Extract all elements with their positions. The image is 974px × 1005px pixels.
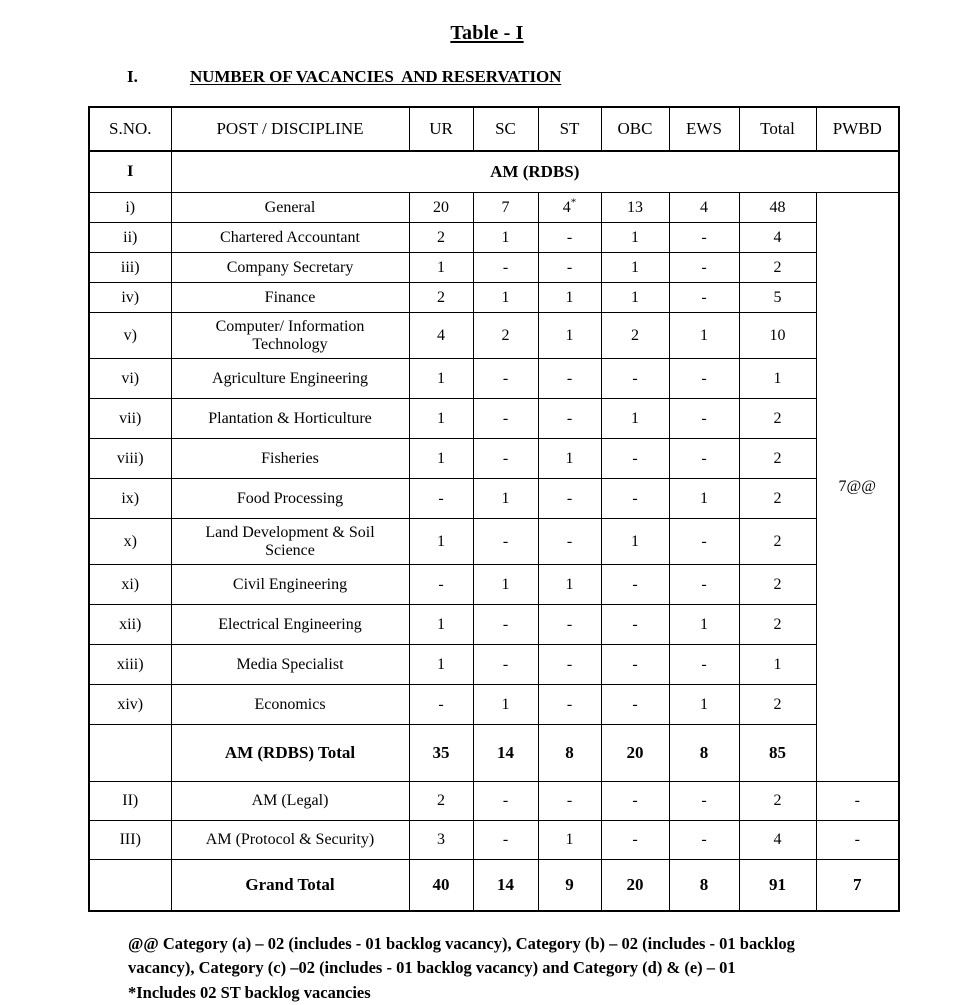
row-ews: - <box>669 399 739 439</box>
row-total: 2 <box>739 685 816 725</box>
grand-total-sc: 14 <box>473 860 538 912</box>
table-group-row <box>89 151 899 193</box>
grand-total-sno <box>89 860 171 912</box>
row-post: AM (Protocol & Security) <box>171 821 409 860</box>
row-post: AM (Legal) <box>171 782 409 821</box>
row-obc: 1 <box>601 283 669 313</box>
table-row <box>89 821 899 860</box>
vacancies-table-container <box>0 106 974 912</box>
row-st: - <box>538 399 601 439</box>
row-sno: i) <box>89 193 171 223</box>
row-sno: xii) <box>89 605 171 645</box>
row-st: - <box>538 645 601 685</box>
row-post: Civil Engineering <box>171 565 409 605</box>
column-header-ur: UR <box>409 107 473 151</box>
row-ews: - <box>669 782 739 821</box>
row-st: - <box>538 519 601 565</box>
row-ews: - <box>669 223 739 253</box>
section-number: I. <box>127 67 138 86</box>
row-sc: 1 <box>473 479 538 519</box>
row-total: 4 <box>739 821 816 860</box>
row-post: Chartered Accountant <box>171 223 409 253</box>
subtotal-total: 85 <box>739 725 816 782</box>
row-ews: 1 <box>669 479 739 519</box>
row-obc: - <box>601 439 669 479</box>
table-row <box>89 439 899 479</box>
row-st <box>538 193 601 223</box>
row-ur: 1 <box>409 605 473 645</box>
row-obc: 1 <box>601 399 669 439</box>
row-ews: 1 <box>669 605 739 645</box>
row-post <box>171 313 409 359</box>
row-st: 1 <box>538 313 601 359</box>
row-sc: 1 <box>473 565 538 605</box>
column-header-obc: OBC <box>601 107 669 151</box>
row-post <box>171 519 409 565</box>
row-sno: viii) <box>89 439 171 479</box>
row-total: 2 <box>739 479 816 519</box>
table-header-row <box>89 107 899 151</box>
row-total: 2 <box>739 605 816 645</box>
row-total: 10 <box>739 313 816 359</box>
row-sno: x) <box>89 519 171 565</box>
row-st: 1 <box>538 439 601 479</box>
group-row-post: AM (RDBS) <box>171 151 899 193</box>
row-total: 2 <box>739 519 816 565</box>
row-st: - <box>538 479 601 519</box>
row-obc: - <box>601 685 669 725</box>
column-header-sno: S.NO. <box>89 107 171 151</box>
row-sc: - <box>473 519 538 565</box>
row-ur: 1 <box>409 359 473 399</box>
row-obc: 13 <box>601 193 669 223</box>
row-obc: - <box>601 605 669 645</box>
row-st: - <box>538 253 601 283</box>
row-sc: - <box>473 821 538 860</box>
row-sc: 2 <box>473 313 538 359</box>
table-row <box>89 565 899 605</box>
row-sno: xi) <box>89 565 171 605</box>
row-obc: - <box>601 645 669 685</box>
row-sc: 7 <box>473 193 538 223</box>
row-post: Media Specialist <box>171 645 409 685</box>
backlog-asterisk: * <box>570 196 577 209</box>
row-sc: - <box>473 439 538 479</box>
table-header <box>89 107 899 151</box>
row-post-line1: Computer/ Information <box>215 317 365 335</box>
row-post: Economics <box>171 685 409 725</box>
section-heading <box>0 67 974 87</box>
group-row-sno: I <box>89 151 171 193</box>
table-row <box>89 253 899 283</box>
row-sc: 1 <box>473 223 538 253</box>
row-ur: 4 <box>409 313 473 359</box>
row-pwbd: - <box>816 782 899 821</box>
table-row <box>89 313 899 359</box>
row-ews: - <box>669 359 739 399</box>
row-post: Electrical Engineering <box>171 605 409 645</box>
pwbd-merged-cell: 7@@ <box>816 193 899 782</box>
row-ur: 1 <box>409 519 473 565</box>
row-post: Plantation & Horticulture <box>171 399 409 439</box>
page-title: Table - I <box>450 22 524 44</box>
row-sno: vi) <box>89 359 171 399</box>
grand-total-total: 91 <box>739 860 816 912</box>
row-sno: v) <box>89 313 171 359</box>
row-ews: - <box>669 253 739 283</box>
footnote-category: @@ Category (a) – 02 (includes - 01 backlog vacancy), Category (b) – 02 (includes - 01 backlog vacancy), Category (c) –02 (includes - 01 backlog vacancy) and Category (d) & (e) – 01 <box>128 934 795 978</box>
row-post-line2: Technology <box>252 335 328 353</box>
column-header-pwbd: PWBD <box>816 107 899 151</box>
table-row <box>89 359 899 399</box>
row-st: - <box>538 359 601 399</box>
row-ews: - <box>669 439 739 479</box>
subtotal-sc: 14 <box>473 725 538 782</box>
subtotal-sno <box>89 725 171 782</box>
row-sno: xiv) <box>89 685 171 725</box>
row-sc: - <box>473 399 538 439</box>
column-header-sc: SC <box>473 107 538 151</box>
vacancies-table <box>88 106 900 912</box>
row-total: 2 <box>739 399 816 439</box>
column-header-st: ST <box>538 107 601 151</box>
table-row <box>89 605 899 645</box>
row-post: Fisheries <box>171 439 409 479</box>
row-sno: xiii) <box>89 645 171 685</box>
row-ur: 1 <box>409 439 473 479</box>
row-ur: 2 <box>409 283 473 313</box>
grand-total-obc: 20 <box>601 860 669 912</box>
row-obc: - <box>601 359 669 399</box>
grand-total-ur: 40 <box>409 860 473 912</box>
row-ews: - <box>669 565 739 605</box>
column-header-total: Total <box>739 107 816 151</box>
row-total: 1 <box>739 359 816 399</box>
row-ur: 20 <box>409 193 473 223</box>
row-total: 2 <box>739 565 816 605</box>
row-obc: 2 <box>601 313 669 359</box>
grand-total-ews: 8 <box>669 860 739 912</box>
grand-total-label: Grand Total <box>171 860 409 912</box>
row-post: Agriculture Engineering <box>171 359 409 399</box>
table-row <box>89 283 899 313</box>
subtotal-obc: 20 <box>601 725 669 782</box>
row-total: 48 <box>739 193 816 223</box>
row-st: - <box>538 685 601 725</box>
table-row <box>89 645 899 685</box>
footnote-backlog: *Includes 02 ST backlog vacancies <box>128 982 371 1002</box>
row-ur: 2 <box>409 223 473 253</box>
table-grand-total-row <box>89 860 899 912</box>
row-ur: 1 <box>409 645 473 685</box>
row-total: 2 <box>739 253 816 283</box>
row-st: - <box>538 782 601 821</box>
row-st: - <box>538 223 601 253</box>
row-ews: - <box>669 821 739 860</box>
row-obc: 1 <box>601 519 669 565</box>
column-header-post: POST / DISCIPLINE <box>171 107 409 151</box>
row-ur: 1 <box>409 253 473 283</box>
row-sc: 1 <box>473 685 538 725</box>
subtotal-ews: 8 <box>669 725 739 782</box>
row-total: 5 <box>739 283 816 313</box>
row-post: Food Processing <box>171 479 409 519</box>
table-row <box>89 223 899 253</box>
row-sno: vii) <box>89 399 171 439</box>
row-sno: iii) <box>89 253 171 283</box>
row-post-line2: Science <box>265 541 315 559</box>
table-row <box>89 519 899 565</box>
row-post: General <box>171 193 409 223</box>
row-sno: III) <box>89 821 171 860</box>
row-ews: 1 <box>669 685 739 725</box>
row-ur: - <box>409 685 473 725</box>
row-ews: - <box>669 283 739 313</box>
row-ur: - <box>409 479 473 519</box>
row-sno: ix) <box>89 479 171 519</box>
row-sc: - <box>473 782 538 821</box>
grand-total-st: 9 <box>538 860 601 912</box>
row-post: Finance <box>171 283 409 313</box>
row-sc: - <box>473 605 538 645</box>
table-row <box>89 193 899 223</box>
row-ur: 2 <box>409 782 473 821</box>
row-ews: - <box>669 519 739 565</box>
row-obc: - <box>601 479 669 519</box>
row-ur: - <box>409 565 473 605</box>
row-total: 2 <box>739 782 816 821</box>
row-post-line1: Land Development & Soil <box>205 523 375 541</box>
row-ur: 1 <box>409 399 473 439</box>
row-pwbd: - <box>816 821 899 860</box>
row-ews: 1 <box>669 313 739 359</box>
table-row <box>89 782 899 821</box>
subtotal-st: 8 <box>538 725 601 782</box>
row-obc: - <box>601 782 669 821</box>
subtotal-label: AM (RDBS) Total <box>171 725 409 782</box>
row-sno: ii) <box>89 223 171 253</box>
row-total: 1 <box>739 645 816 685</box>
row-sno: iv) <box>89 283 171 313</box>
row-total: 4 <box>739 223 816 253</box>
row-post: Company Secretary <box>171 253 409 283</box>
row-ews: - <box>669 645 739 685</box>
row-sc: - <box>473 253 538 283</box>
row-sc: - <box>473 359 538 399</box>
row-ews: 4 <box>669 193 739 223</box>
row-sc: - <box>473 645 538 685</box>
table-row <box>89 685 899 725</box>
row-sc: 1 <box>473 283 538 313</box>
row-obc: - <box>601 565 669 605</box>
grand-total-pwbd: 7 <box>816 860 899 912</box>
row-obc: - <box>601 821 669 860</box>
table-row <box>89 399 899 439</box>
footnotes <box>0 932 974 1005</box>
row-total: 2 <box>739 439 816 479</box>
table-body <box>89 151 899 911</box>
row-st: - <box>538 605 601 645</box>
subtotal-ur: 35 <box>409 725 473 782</box>
row-ur: 3 <box>409 821 473 860</box>
row-st-value: 4 <box>562 198 571 216</box>
row-sno: II) <box>89 782 171 821</box>
row-obc: 1 <box>601 253 669 283</box>
row-st: 1 <box>538 565 601 605</box>
row-st: 1 <box>538 283 601 313</box>
row-st: 1 <box>538 821 601 860</box>
row-obc: 1 <box>601 223 669 253</box>
section-title: NUMBER OF VACANCIES AND RESERVATION <box>190 67 562 86</box>
column-header-ews: EWS <box>669 107 739 151</box>
table-subtotal-row <box>89 725 899 782</box>
table-row <box>89 479 899 519</box>
